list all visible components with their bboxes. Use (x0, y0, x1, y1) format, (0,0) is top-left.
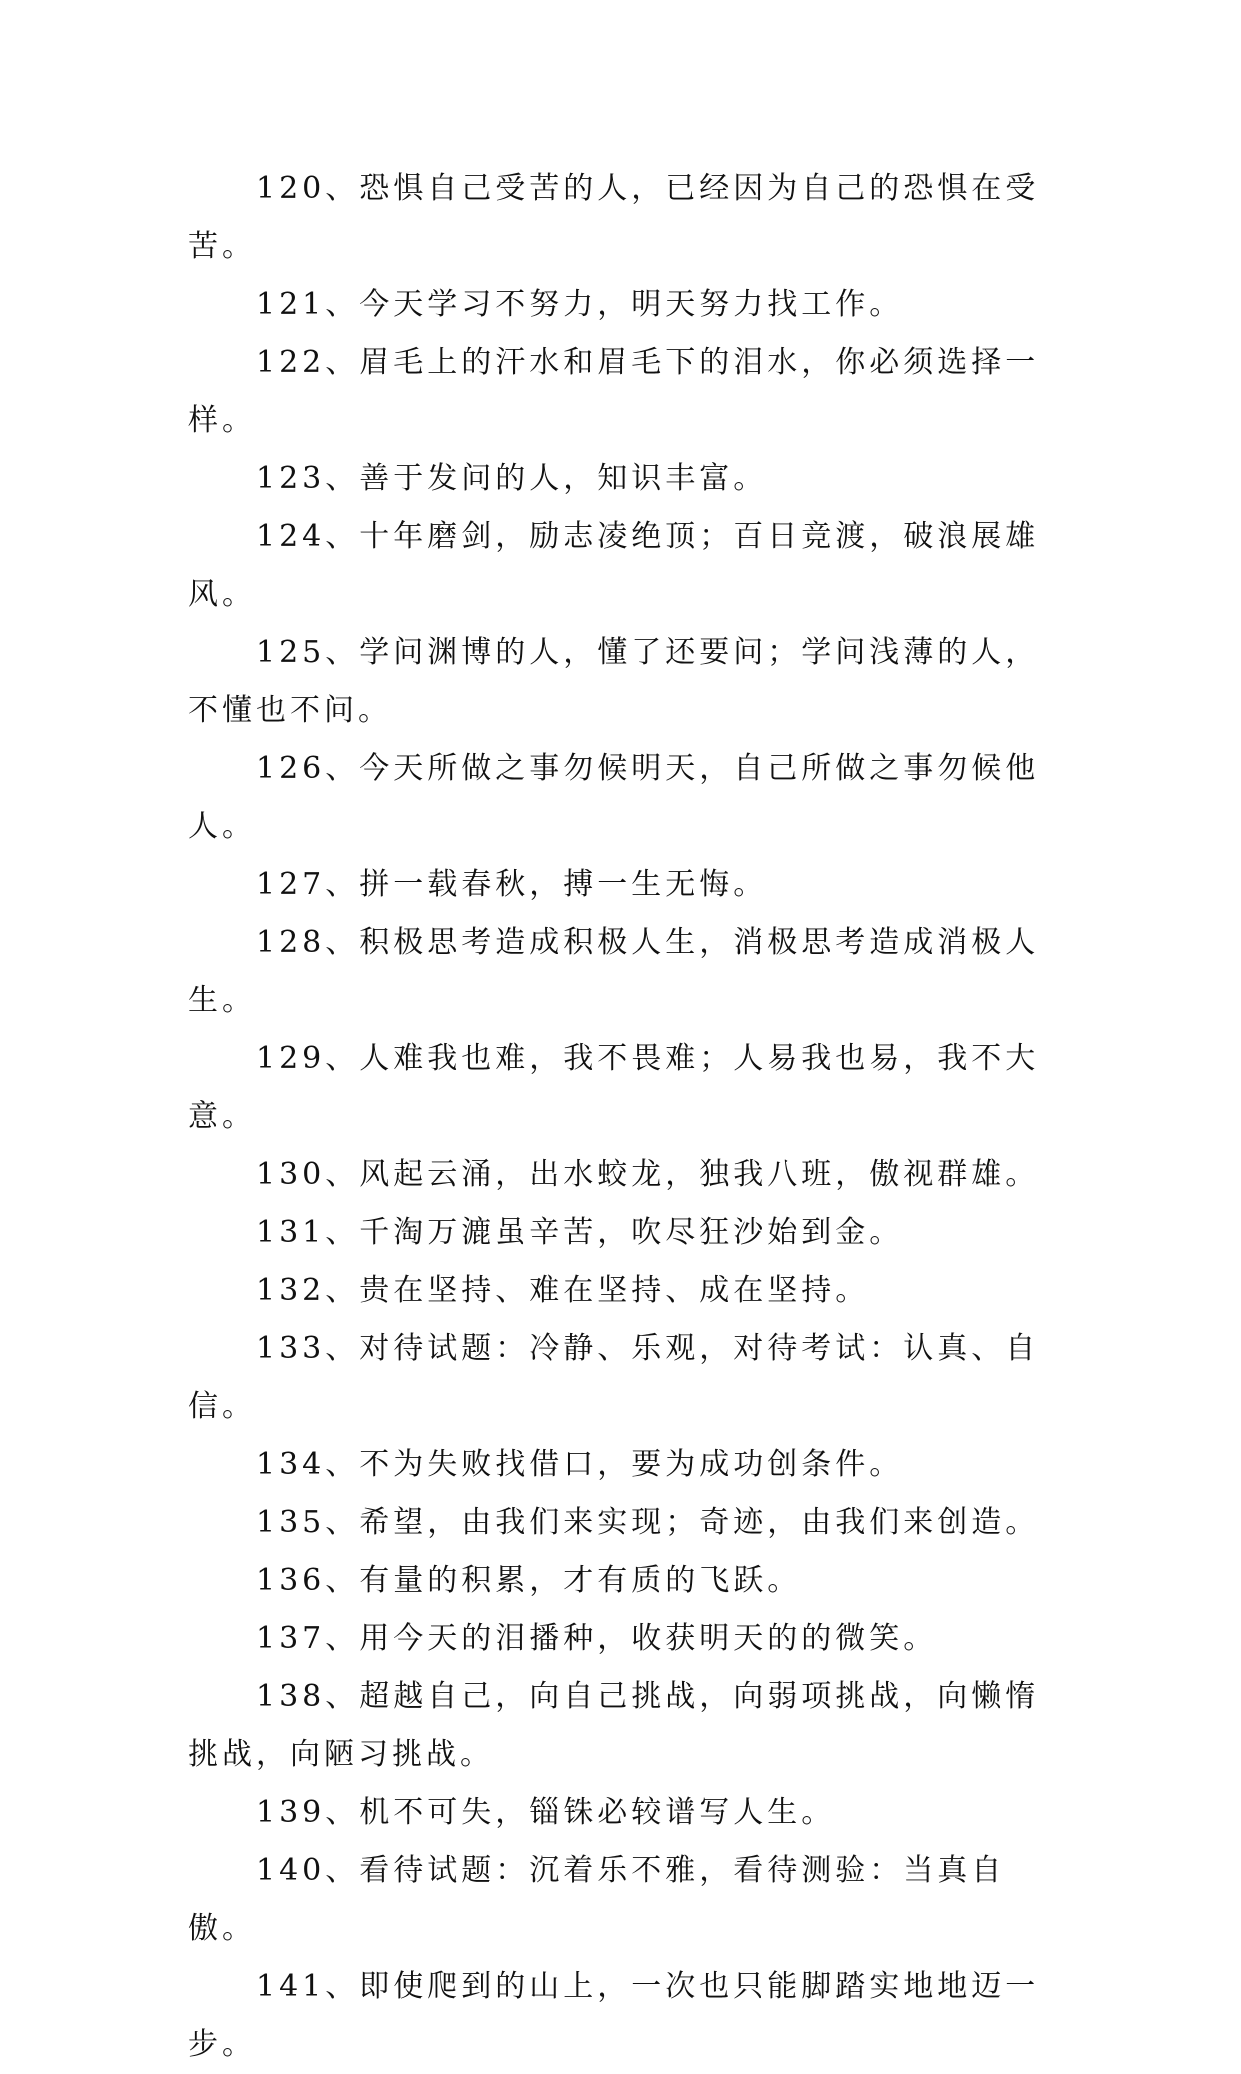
quote-paragraph: 132、贵在坚持、难在坚持、成在坚持。 (256, 1273, 870, 1308)
quote-paragraph: 127、拼一载春秋，搏一生无悔。 (256, 867, 768, 902)
quote-paragraph: 136、有量的积累，才有质的飞跃。 (256, 1563, 802, 1598)
quote-paragraph: 140、看待试题：沉着乐不雅，看待测验：当真自傲。 (188, 1853, 1006, 1946)
quote-paragraph: 121、今天学习不努力，明天努力找工作。 (256, 287, 904, 322)
quote-paragraph: 128、积极思考造成积极人生，消极思考造成消极人生。 (188, 925, 1040, 1018)
quote-paragraph: 129、人难我也难，我不畏难；人易我也易，我不大意。 (188, 1041, 1040, 1134)
quote-paragraph: 135、希望，由我们来实现；奇迹，由我们来创造。 (256, 1505, 1040, 1540)
quote-paragraph: 125、学问渊博的人，懂了还要问；学问浅薄的人，不懂也不问。 (188, 635, 1040, 728)
quote-paragraph: 137、用今天的泪播种，收获明天的的微笑。 (256, 1621, 938, 1656)
quote-paragraph: 138、超越自己，向自己挑战，向弱项挑战，向懒惰挑战，向陋习挑战。 (188, 1679, 1040, 1772)
quote-paragraph: 130、风起云涌，出水蛟龙，独我八班，傲视群雄。 (256, 1157, 1040, 1192)
quote-paragraph: 126、今天所做之事勿候明天，自己所做之事勿候他人。 (188, 751, 1040, 844)
quote-paragraph: 134、不为失败找借口，要为成功创条件。 (256, 1447, 904, 1482)
quote-paragraph: 123、善于发问的人，知识丰富。 (256, 461, 768, 496)
quote-paragraph: 133、对待试题：冷静、乐观，对待考试：认真、自信。 (188, 1331, 1040, 1424)
quote-paragraph: 141、即使爬到的山上，一次也只能脚踏实地地迈一步。 (188, 1969, 1040, 2062)
quote-paragraph: 139、机不可失，锱铢必较谱写人生。 (256, 1795, 836, 1830)
quote-paragraph: 131、千淘万漉虽辛苦，吹尽狂沙始到金。 (256, 1215, 904, 1250)
quote-paragraph: 122、眉毛上的汗水和眉毛下的泪水，你必须选择一样。 (188, 345, 1040, 438)
quote-list (188, 160, 1068, 2074)
quote-paragraph: 120、恐惧自己受苦的人，已经因为自己的恐惧在受苦。 (188, 171, 1040, 264)
quote-paragraph: 124、十年磨剑，励志凌绝顶；百日竞渡，破浪展雄风。 (188, 519, 1040, 612)
